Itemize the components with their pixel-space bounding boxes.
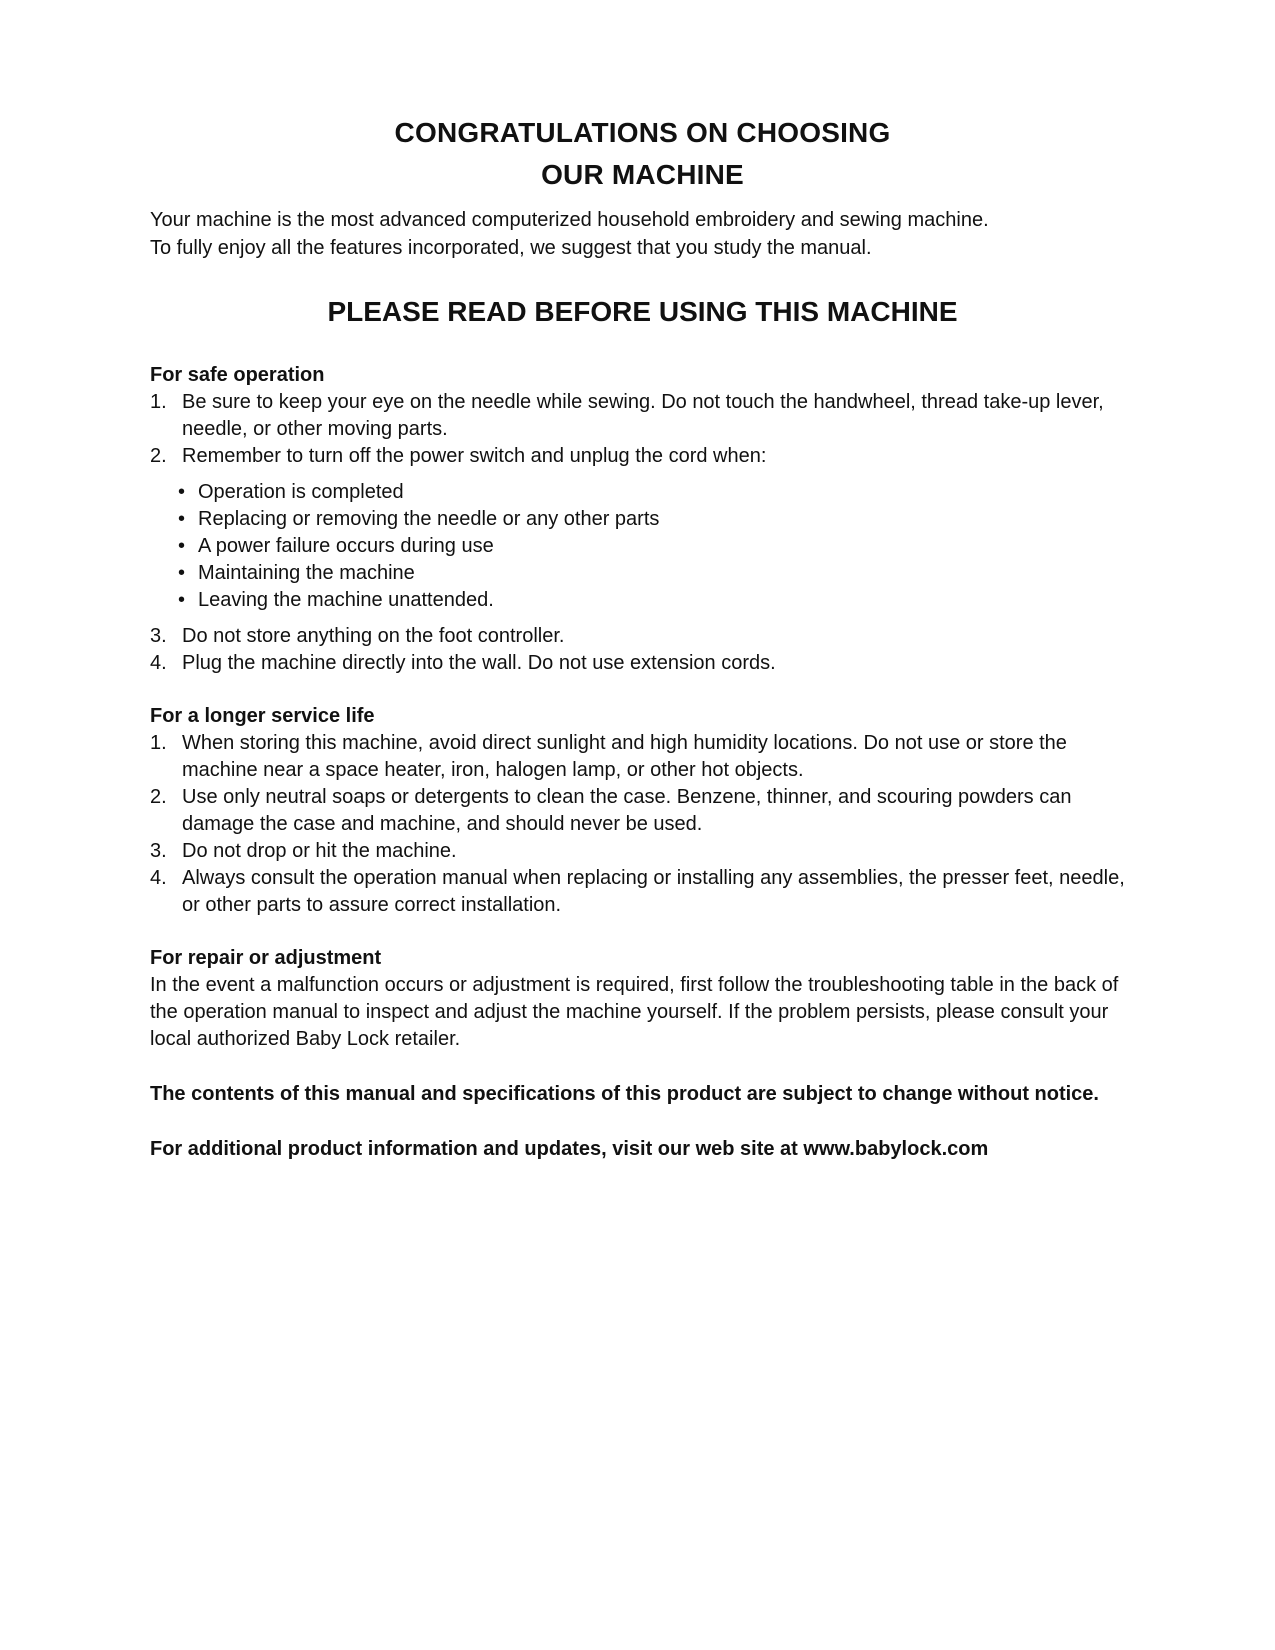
item-text: Be sure to keep your eye on the needle while sewing. Do not touch the handwheel, thread take-up lever, needle, or other moving parts. xyxy=(182,391,1104,440)
repair-section xyxy=(150,945,1135,1053)
bullet-text: Replacing or removing the needle or any other parts xyxy=(198,508,660,530)
unplug-conditions-list xyxy=(150,479,1135,614)
safe-operation-list xyxy=(150,389,1135,470)
bullet-text: Operation is completed xyxy=(198,481,404,503)
item-text: Plug the machine directly into the wall. Do not use extension cords. xyxy=(182,652,776,674)
item-number: 1. xyxy=(150,391,167,413)
bullet-item xyxy=(178,560,1135,587)
section-heading: For safe operation xyxy=(150,364,325,386)
bullet-icon: • xyxy=(178,508,186,530)
section-heading: For a longer service life xyxy=(150,705,375,727)
intro-line-1: Your machine is the most advanced computerized household embroidery and sewing machine. xyxy=(150,209,989,231)
list-item xyxy=(150,650,1135,677)
bullet-item xyxy=(178,479,1135,506)
bullet-icon: • xyxy=(178,562,186,584)
bullet-item xyxy=(178,506,1135,533)
list-item xyxy=(150,730,1135,784)
page-title xyxy=(150,112,1135,196)
service-life-list xyxy=(150,730,1135,919)
intro-paragraph xyxy=(150,206,1135,262)
item-number: 4. xyxy=(150,867,167,889)
title-line-2: OUR MACHINE xyxy=(541,159,744,190)
bullet-text: A power failure occurs during use xyxy=(198,535,494,557)
website-notice: For additional product information and updates, visit our web site at www.babylock.com xyxy=(150,1138,989,1160)
item-number: 1. xyxy=(150,732,167,754)
safe-operation-list-continued xyxy=(150,623,1135,677)
list-item xyxy=(150,389,1135,443)
list-item xyxy=(150,838,1135,865)
item-text: Do not drop or hit the machine. xyxy=(182,840,457,862)
item-number: 3. xyxy=(150,840,167,862)
bullet-item xyxy=(178,587,1135,614)
bullet-icon: • xyxy=(178,589,186,611)
bullet-item xyxy=(178,533,1135,560)
item-text: Use only neutral soaps or detergents to clean the case. Benzene, thinner, and scouring powders can damage the case and machine, and should never be used. xyxy=(182,786,1072,835)
item-number: 3. xyxy=(150,625,167,647)
intro-line-2: To fully enjoy all the features incorporated, we suggest that you study the manual. xyxy=(150,237,872,259)
service-life-section xyxy=(150,703,1135,919)
manual-page xyxy=(150,112,1135,1163)
title-line-1: CONGRATULATIONS ON CHOOSING xyxy=(394,117,891,148)
list-item xyxy=(150,443,1135,470)
item-number: 2. xyxy=(150,445,167,467)
change-notice: The contents of this manual and specifications of this product are subject to change without notice. xyxy=(150,1083,1099,1105)
repair-paragraph: In the event a malfunction occurs or adjustment is required, first follow the troubleshooting table in the back of the operation manual to inspect and adjust the machine yourself. If the problem persists, please consult your local authorized Baby Lock retailer. xyxy=(150,974,1119,1050)
list-item xyxy=(150,784,1135,838)
item-number: 2. xyxy=(150,786,167,808)
item-text: Remember to turn off the power switch and unplug the cord when: xyxy=(182,445,767,467)
bullet-icon: • xyxy=(178,481,186,503)
item-text: Always consult the operation manual when replacing or installing any assemblies, the presser feet, needle, or other parts to assure correct installation. xyxy=(182,867,1125,916)
list-item xyxy=(150,623,1135,650)
item-text: When storing this machine, avoid direct sunlight and high humidity locations. Do not use or store the machine near a space heater, iron, halogen lamp, or other hot objects. xyxy=(182,732,1067,781)
item-number: 4. xyxy=(150,652,167,674)
section-heading: For repair or adjustment xyxy=(150,947,382,969)
bullet-text: Leaving the machine unattended. xyxy=(198,589,494,611)
bullet-icon: • xyxy=(178,535,186,557)
safe-operation-section xyxy=(150,362,1135,677)
notice-title: PLEASE READ BEFORE USING THIS MACHINE xyxy=(327,296,958,327)
item-text: Do not store anything on the foot controller. xyxy=(182,625,565,647)
bullet-text: Maintaining the machine xyxy=(198,562,415,584)
list-item xyxy=(150,865,1135,919)
